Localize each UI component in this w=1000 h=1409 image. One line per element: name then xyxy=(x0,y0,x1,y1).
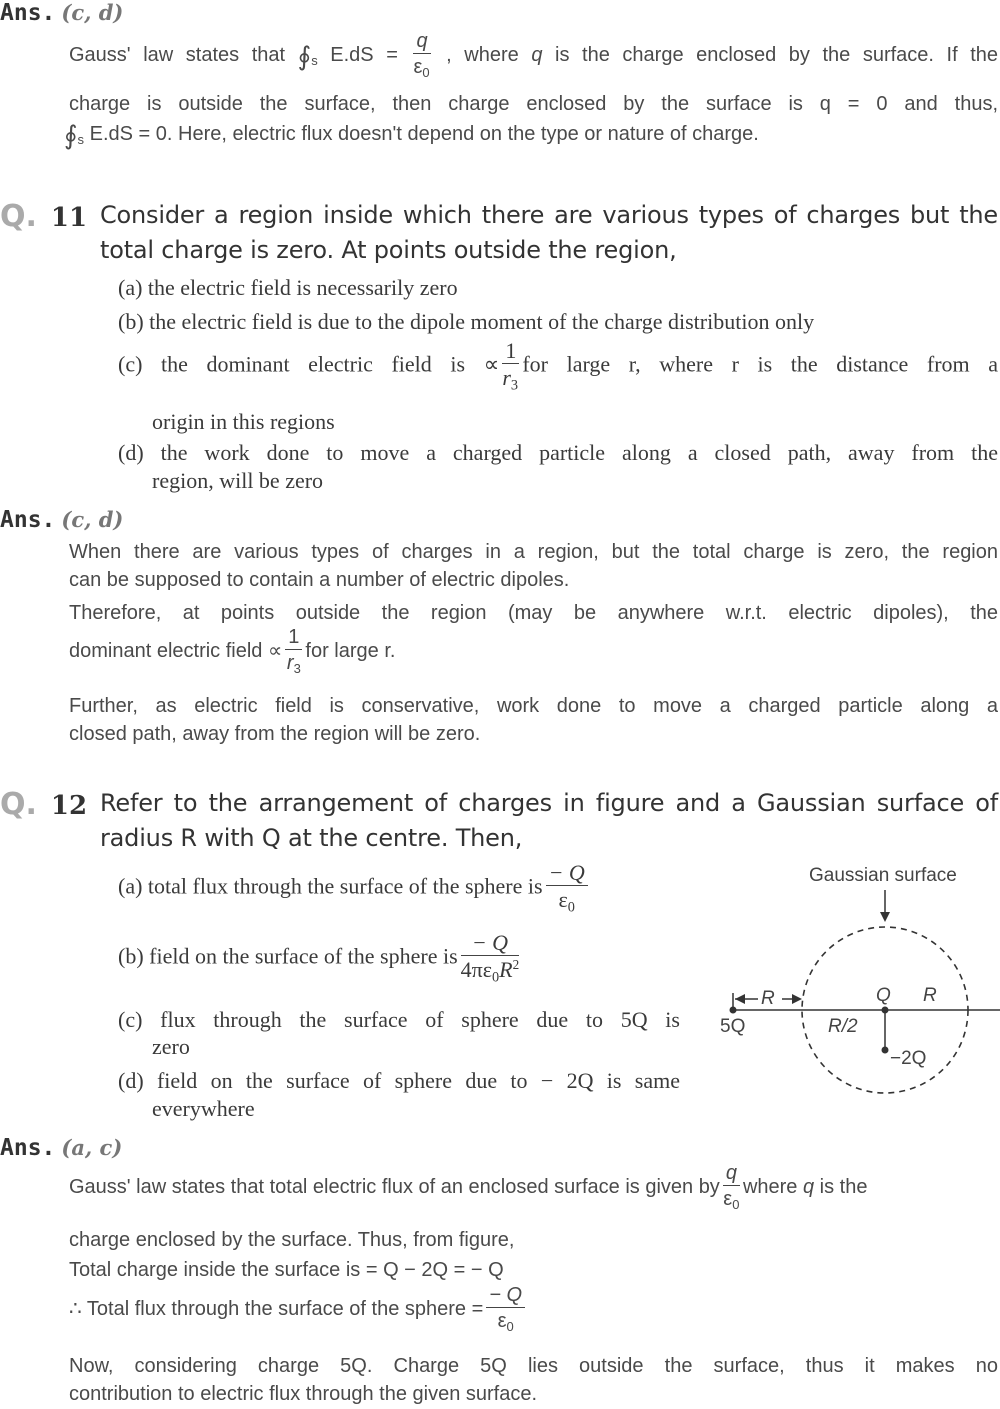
figure-title: Gaussian surface xyxy=(809,865,957,886)
answer-choice: (a, c) xyxy=(61,1135,123,1160)
fraction xyxy=(723,1162,740,1214)
answer-line xyxy=(69,626,395,678)
answer-line: Total charge inside the surface is = Q − 2Q = − Q xyxy=(69,1259,504,1281)
text: q xyxy=(531,44,543,67)
denominator: r xyxy=(286,652,294,674)
fraction xyxy=(413,30,430,82)
option-d-cont: region, will be zero xyxy=(152,468,324,493)
gaussian-surface-figure xyxy=(700,860,1000,1100)
option-c-cont: zero xyxy=(152,1034,190,1059)
text: (c) the dominant electric field is ∝ xyxy=(118,351,500,377)
ans-text: Ans. xyxy=(0,0,56,26)
fraction xyxy=(486,1284,525,1336)
option-a xyxy=(118,860,591,917)
text: ∴ Total flux through the surface of the sphere = xyxy=(69,1298,484,1321)
answer-line: charge is outside the surface, then charge enclosed by the surface is q = 0 and thus, xyxy=(69,93,998,115)
numerator: 1 xyxy=(502,338,519,364)
fraction xyxy=(502,338,519,395)
subscript: 3 xyxy=(293,660,301,676)
label-5q: 5Q xyxy=(720,1016,746,1037)
text: for large r. xyxy=(305,640,396,663)
question-number xyxy=(0,199,87,234)
text: q xyxy=(802,1176,815,1199)
answer-label xyxy=(0,0,123,26)
option-d-cont: everywhere xyxy=(152,1096,255,1121)
charge-5Q xyxy=(730,1007,737,1014)
fraction xyxy=(461,930,520,987)
subscript: s xyxy=(311,53,318,69)
superscript: 2 xyxy=(512,957,520,973)
subscript: s xyxy=(77,131,85,147)
subscript: 0 xyxy=(506,1318,514,1334)
label-r-half: R/2 xyxy=(828,1016,858,1037)
answer-line xyxy=(69,30,998,82)
answer-choice: (c, d) xyxy=(61,0,124,25)
question-num: 12 xyxy=(50,791,88,821)
option-c xyxy=(118,338,998,395)
ans-text: Ans. xyxy=(0,507,56,533)
answer-label xyxy=(0,1135,122,1161)
denominator: ε xyxy=(723,1188,733,1210)
charge-minus-2Q xyxy=(882,1047,889,1054)
text: Gauss' law states that total electric flux of an enclosed surface is given by xyxy=(69,1176,720,1199)
option-c: (c) flux through the surface of sphere due to 5Q is xyxy=(118,1007,680,1032)
answer-line: When there are various types of charges in a region, but the total charge is zero, the region xyxy=(69,541,998,563)
figure-drawing xyxy=(700,860,1000,1100)
subscript: 0 xyxy=(732,1196,740,1212)
denominator: ε xyxy=(558,887,568,913)
label-q: Q xyxy=(876,985,891,1006)
denominator-r: R xyxy=(499,957,513,983)
question-num: 11 xyxy=(50,203,88,233)
text: dominant electric field ∝ xyxy=(69,640,283,663)
denominator: 4πε xyxy=(460,957,493,983)
answer-line: can be supposed to contain a number of electric dipoles. xyxy=(69,569,570,591)
numerator: q xyxy=(723,1162,740,1186)
text: where xyxy=(742,1176,798,1199)
denominator: ε xyxy=(497,1310,507,1332)
dim-arrow-left xyxy=(735,994,745,1004)
text: is the xyxy=(819,1176,868,1199)
text: is the charge enclosed by the surface. If the xyxy=(555,44,999,67)
option-a: (a) the electric field is necessarily zero xyxy=(118,275,458,300)
contour-integral-symbol: ∮ xyxy=(64,120,78,150)
text: E.dS = xyxy=(330,44,398,67)
label-r: R xyxy=(761,988,775,1009)
fraction xyxy=(285,626,302,678)
answer-line xyxy=(64,120,759,151)
question-text: Refer to the arrangement of charges in figure and a Gaussian surface of xyxy=(100,789,998,817)
option-d: (d) field on the surface of sphere due to − 2Q is same xyxy=(118,1068,680,1093)
question-icon: Q. xyxy=(0,199,37,234)
numerator: − Q xyxy=(546,860,588,886)
arrow-head xyxy=(880,912,890,922)
text: (a) total flux through the surface of the sphere is xyxy=(118,873,543,899)
subscript: 0 xyxy=(567,899,575,916)
answer-line: Therefore, at points outside the region (may be anywhere w.r.t. electric dipoles), the xyxy=(69,602,998,624)
answer-line: charge enclosed by the surface. Thus, from figure, xyxy=(69,1229,515,1251)
denominator: ε xyxy=(413,56,423,78)
text: Gauss' law states that xyxy=(69,44,286,67)
option-d: (d) the work done to move a charged particle along a closed path, away from the xyxy=(118,440,998,465)
numerator: q xyxy=(413,30,430,54)
dim-arrow-right xyxy=(792,994,802,1004)
question-text: radius R with Q at the centre. Then, xyxy=(100,824,523,852)
answer-line: closed path, away from the region will be zero. xyxy=(69,723,481,745)
numerator: − Q xyxy=(486,1284,525,1308)
answer-label xyxy=(0,507,123,533)
numerator: 1 xyxy=(285,626,302,650)
question-number xyxy=(0,787,87,822)
option-b xyxy=(118,930,522,987)
text: for large r, where r is the distance from a xyxy=(522,351,999,377)
subscript: 0 xyxy=(422,64,430,80)
answer-line: contribution to electric flux through the given surface. xyxy=(69,1383,538,1405)
answer-choice: (c, d) xyxy=(61,507,124,532)
text: (b) field on the surface of the sphere is xyxy=(118,943,458,969)
answer-line xyxy=(69,1162,867,1214)
answer-line: Now, considering charge 5Q. Charge 5Q lies outside the surface, thus it makes no xyxy=(69,1355,998,1377)
question-text: total charge is zero. At points outside the region, xyxy=(100,236,677,264)
answer-line: Further, as electric field is conservative, work done to move a charged particle along a xyxy=(69,695,998,717)
question-icon: Q. xyxy=(0,787,37,822)
label-minus-2q: −2Q xyxy=(890,1048,927,1069)
numerator: − Q xyxy=(461,930,520,956)
option-b: (b) the electric field is due to the dipole moment of the charge distribution only xyxy=(118,309,815,334)
subscript: 0 xyxy=(492,969,500,986)
ans-text: Ans. xyxy=(0,1135,56,1161)
answer-line xyxy=(69,1284,528,1336)
subscript: 3 xyxy=(510,377,519,394)
question-text: Consider a region inside which there are various types of charges but the xyxy=(100,201,998,229)
option-c-cont: origin in this regions xyxy=(152,409,335,434)
denominator: r xyxy=(502,365,511,391)
label-r-right: R xyxy=(923,985,937,1006)
fraction xyxy=(546,860,588,917)
text: , where xyxy=(446,44,519,67)
text: E.dS = 0. Here, electric flux doesn't depend on the type or nature of charge. xyxy=(89,123,759,145)
contour-integral-symbol: ∮ xyxy=(297,41,312,72)
